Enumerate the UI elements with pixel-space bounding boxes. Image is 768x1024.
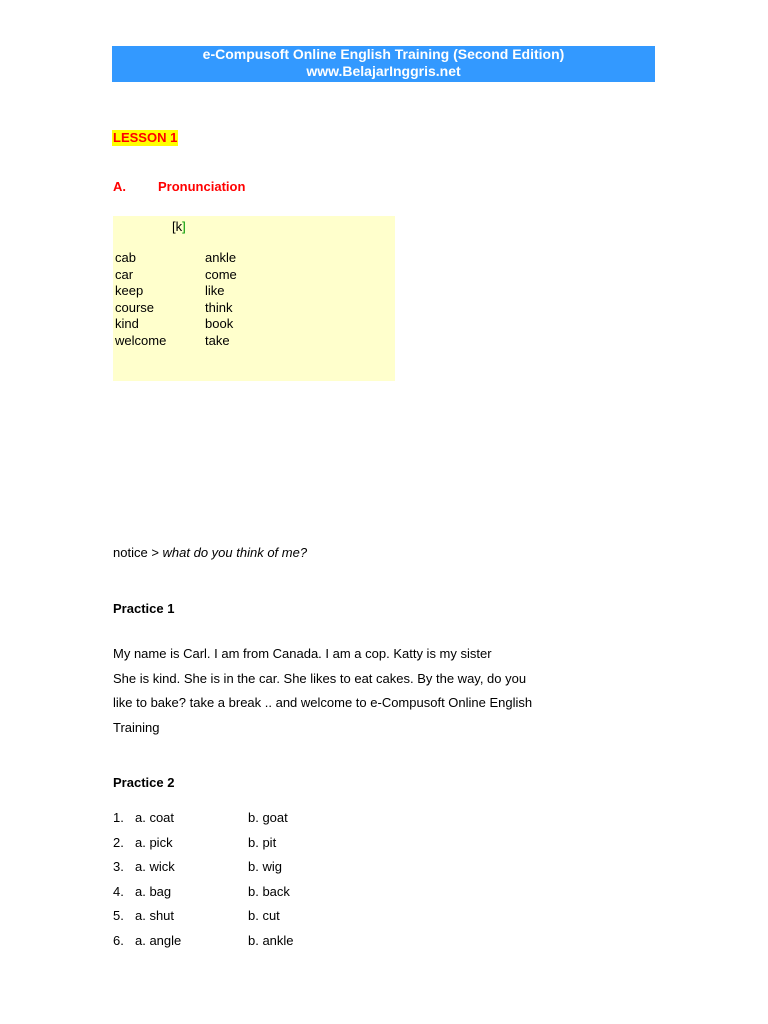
- phoneme-open: [k: [172, 219, 183, 234]
- word-item: book: [205, 316, 234, 331]
- paragraph-line: She is kind. She is in the car. She likes to eat cakes. By the way, do you: [113, 670, 527, 686]
- word-column-2: [205, 250, 237, 349]
- pair-row: [113, 929, 413, 954]
- word-item: keep: [115, 283, 144, 298]
- pair-option-a: a. coat: [135, 810, 175, 825]
- section-letter: A.: [113, 179, 126, 194]
- pair-number: 2.: [113, 834, 124, 850]
- word-item: think: [205, 299, 233, 315]
- word-item: car: [115, 266, 134, 282]
- pair-option-b: b. cut: [248, 908, 280, 924]
- word-item: come: [205, 266, 237, 282]
- pair-number: 6.: [113, 932, 124, 948]
- pair-option-a: a. wick: [135, 859, 175, 875]
- practice2-heading: Practice 2: [113, 775, 175, 790]
- minimal-pair-list: [113, 806, 413, 954]
- pair-number: 1.: [113, 810, 124, 825]
- phoneme-close: ]: [182, 219, 186, 234]
- section-title: Pronunciation: [158, 179, 246, 194]
- word-column-1: [115, 250, 166, 349]
- lesson-title: LESSON 1: [113, 130, 178, 145]
- pair-option-b: b. ankle: [248, 932, 294, 948]
- notice-arrow: >: [147, 545, 163, 560]
- practice1-heading: Practice 1: [113, 601, 175, 616]
- pair-option-a: a. shut: [135, 908, 175, 924]
- pair-number: 5.: [113, 908, 124, 924]
- header-website: www.BelajarInggris.net: [306, 63, 461, 79]
- notice-label: notice: [113, 545, 148, 560]
- word-item: like: [205, 283, 225, 298]
- pair-row: [113, 855, 413, 880]
- pair-number: 3.: [113, 859, 124, 875]
- header-title: e-Compusoft Online English Training (Second Edition): [202, 46, 565, 62]
- pair-option-b: b. goat: [248, 810, 288, 825]
- notice-line: [113, 545, 307, 561]
- phoneme-label: [172, 219, 186, 235]
- pair-row: [113, 904, 413, 929]
- paragraph-line: Training: [113, 719, 160, 735]
- pair-option-a: a. bag: [135, 883, 172, 899]
- pair-option-a: a. angle: [135, 932, 182, 948]
- pronunciation-box: [113, 216, 395, 381]
- word-item: cab: [115, 250, 136, 265]
- document-header: [112, 46, 655, 82]
- word-item: take: [205, 332, 230, 348]
- paragraph-line: like to bake? take a break .. and welcome to e-Compusoft Online English: [113, 695, 533, 710]
- pair-option-a: a. pick: [135, 834, 173, 850]
- word-item: welcome: [115, 332, 167, 348]
- notice-example: what do you think of me?: [162, 545, 308, 560]
- pair-option-b: b. back: [248, 883, 290, 899]
- word-item: course: [115, 299, 155, 315]
- word-item: kind: [115, 316, 139, 331]
- practice1-paragraph: [113, 642, 573, 740]
- word-item: ankle: [205, 250, 237, 265]
- pair-option-b: b. wig: [248, 859, 282, 875]
- pair-option-b: b. pit: [248, 834, 277, 850]
- pair-row: [113, 806, 413, 831]
- pair-row: [113, 880, 413, 905]
- pair-row: [113, 831, 413, 856]
- pair-number: 4.: [113, 883, 124, 899]
- paragraph-line: My name is Carl. I am from Canada. I am a cop. Katty is my sister: [113, 646, 492, 661]
